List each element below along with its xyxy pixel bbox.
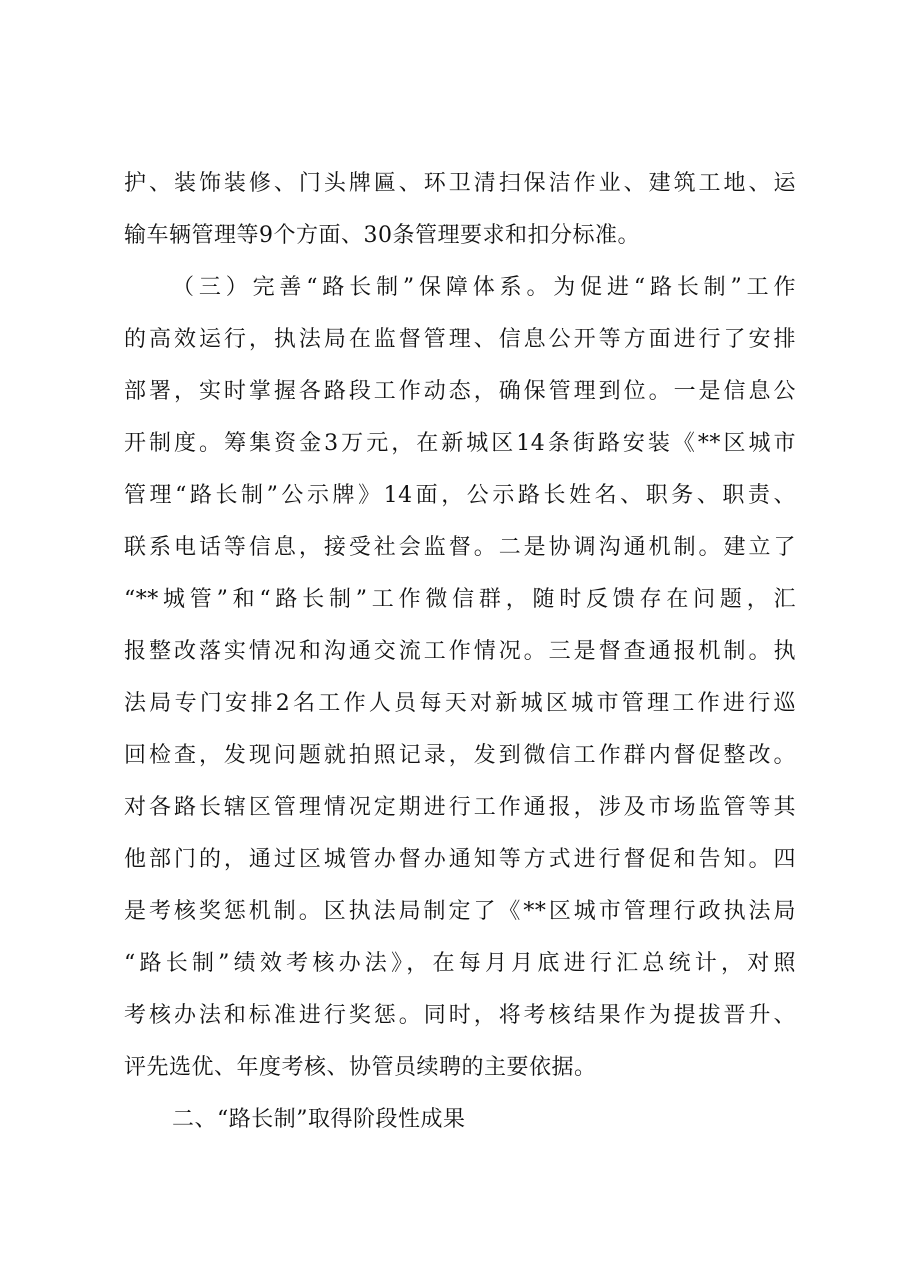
paragraph-line: 对各路长辖区管理情况定期进行工作通报，涉及市场监管等其 [124,795,796,820]
paragraph-line: 是考核奖惩机制。区执法局制定了《**区城市管理行政执法局 [124,899,796,924]
paragraph-line: 部署，实时掌握各路段工作动态，确保管理到位。一是信息公 [124,379,796,404]
paragraph-line: “路长制”绩效考核办法》，在每月月底进行汇总统计，对照 [124,951,796,976]
paragraph-line: 评先选优、年度考核、协管员续聘的主要依据。 [124,1055,597,1080]
paragraph-line: “**城管”和“路长制”工作微信群，随时反馈存在问题，汇 [124,587,796,612]
paragraph-line: 报整改落实情况和沟通交流工作情况。三是督查通报机制。执 [124,639,796,664]
paragraph-line: 考核办法和标准进行奖惩。同时，将考核结果作为提拔晋升、 [124,1003,796,1028]
paragraph-line: 联系电话等信息，接受社会监督。二是协调沟通机制。建立了 [124,535,796,560]
paragraph-line: 回检查，发现问题就拍照记录，发到微信工作群内督促整改。 [124,743,796,768]
paragraph-line: 开制度。筹集资金3万元，在新城区14条街路安装《**区城市 [124,431,796,456]
paragraph-line: 管理“路长制”公示牌》14面，公示路长姓名、职务、职责、 [124,483,796,508]
paragraph-line: 输车辆管理等9个方面、30条管理要求和扣分标准。 [124,223,640,248]
section-heading: 二、“路长制”取得阶段性成果 [172,1107,466,1132]
paragraph-line: 护、装饰装修、门头牌匾、环卫清扫保洁作业、建筑工地、运 [124,171,796,196]
paragraph-line: 法局专门安排2名工作人员每天对新城区城市管理工作进行巡 [124,691,796,716]
paragraph-line: 的高效运行，执法局在监督管理、信息公开等方面进行了安排 [124,327,796,352]
paragraph-line: （三）完善“路长制”保障体系。为促进“路长制”工作 [172,275,796,300]
paragraph-line: 他部门的，通过区城管办督办通知等方式进行督促和告知。四 [124,847,796,872]
